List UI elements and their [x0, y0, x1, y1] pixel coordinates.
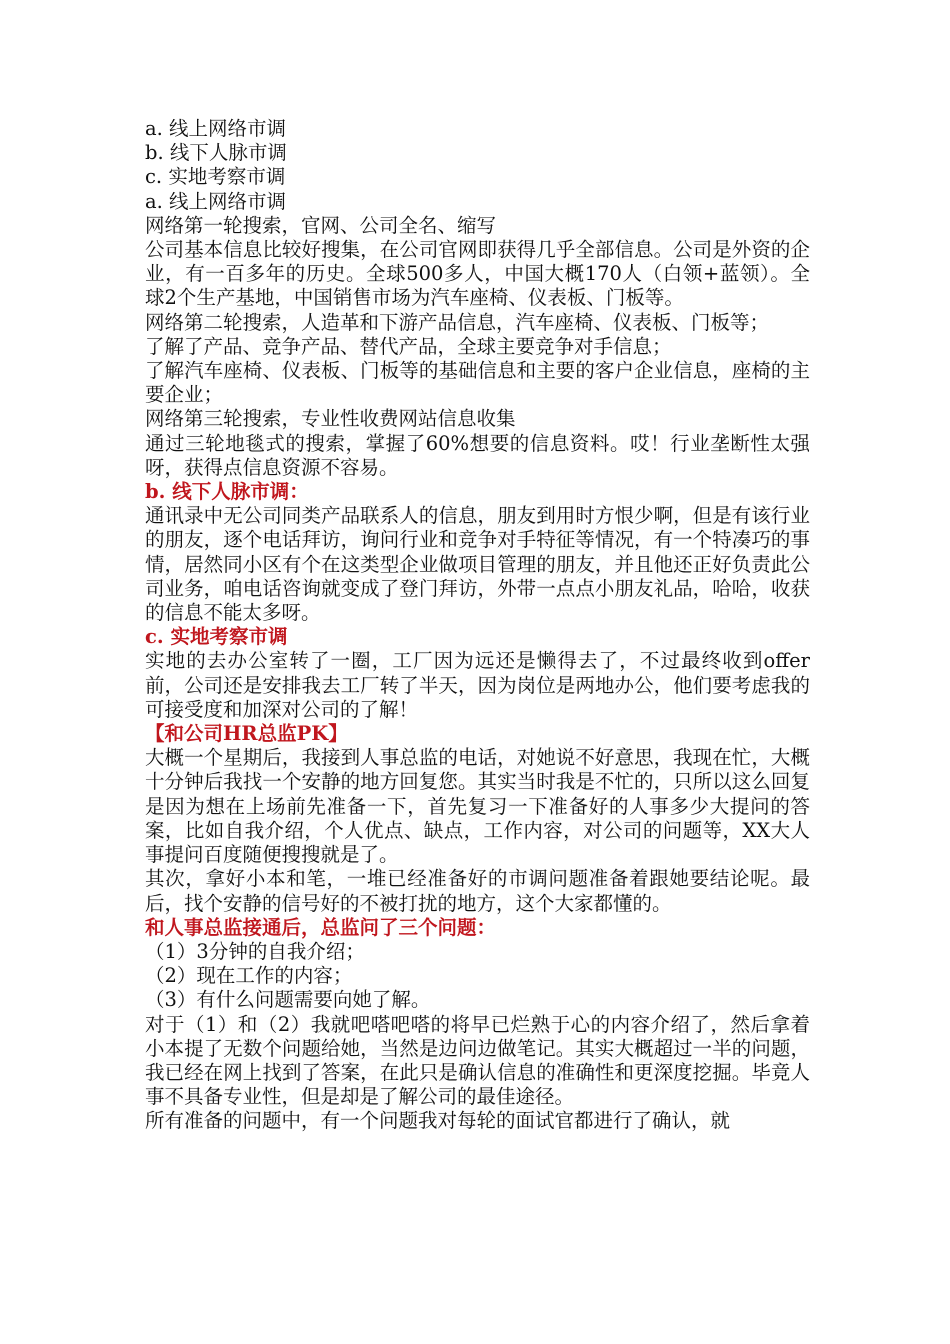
outline-item-b: b. 线下人脉市调 [145, 141, 287, 165]
question-item: （2）现在工作的内容； [145, 964, 353, 988]
paragraph: 了解了产品、竞争产品、替代产品，全球主要竞争对手信息； [145, 334, 672, 358]
questions-heading: 和人事总监接通后，总监问了三个问题： [145, 915, 497, 939]
paragraph: 对于（1）和（2）我就吧嗒吧嗒的将早已烂熟于心的内容介绍了，然后拿着小本提了无数个问题给她，当然是边问边做笔记。其实大概超过一半的问题，我已经在网上找到了答案，在此只是确认信息的准确性和更深度挖掘。毕竟人事不具备专业性，但是却是了解公司的最佳途径。 [145, 1012, 810, 1109]
paragraph: 其次，拿好小本和笔，一堆已经准备好的市调问题准备着跟她要结论呢。最后，找个安静的信号好的不被打扰的地方，这个大家都懂的。 [145, 867, 810, 915]
paragraph: 实地的去办公室转了一圈，工厂因为远还是懒得去了，不过最终收到offer前，公司还是安排我去工厂转了半天，因为岗位是两地办公，他们要考虑我的可接受度和加深对公司的了解！ [145, 649, 810, 721]
hr-pk-heading: 【和公司HR总监PK】 [145, 722, 348, 746]
document-body [145, 117, 810, 1134]
paragraph: 网络第二轮搜索，人造革和下游产品信息，汽车座椅、仪表板、门板等； [145, 310, 770, 334]
paragraph: 所有准备的问题中，有一个问题我对每轮的面试官都进行了确认，就 [145, 1109, 731, 1133]
section-b-heading: b. 线下人脉市调： [145, 480, 309, 504]
paragraph: 了解汽车座椅、仪表板、门板等的基础信息和主要的客户企业信息，座椅的主要企业； [145, 359, 810, 407]
outline-item-c: c. 实地考察市调 [145, 165, 286, 189]
section-c-heading: c. 实地考察市调 [145, 625, 288, 649]
paragraph: 网络第三轮搜索，专业性收费网站信息收集 [145, 407, 516, 431]
paragraph: 大概一个星期后，我接到人事总监的电话，对她说不好意思，我现在忙，大概十分钟后我找一个安静的地方回复您。其实当时我是不忙的，只所以这么回复是因为想在上场前先准备一下，首先复习一下准备好的人事多少大提问的答案，比如自我介绍，个人优点、缺点，工作内容，对公司的问题等，XX大人事提问百度随便搜搜就是了。 [145, 746, 810, 867]
paragraph: 网络第一轮搜索，官网、公司全名、缩写 [145, 213, 497, 237]
paragraph: 公司基本信息比较好搜集，在公司官网即获得几乎全部信息。公司是外资的企业，有一百多年的历史。全球500多人，中国大概170人（白领+蓝领）。全球2个生产基地，中国销售市场为汽车座椅、仪表板、门板等。 [145, 238, 810, 310]
question-item: （1）3分钟的自我介绍； [145, 939, 365, 963]
paragraph: 通过三轮地毯式的搜索，掌握了60%想要的信息资料。哎！行业垄断性太强呀，获得点信息资源不容易。 [145, 431, 810, 479]
paragraph: 通讯录中无公司同类产品联系人的信息，朋友到用时方恨少啊，但是有该行业的朋友，逐个电话拜访，询问行业和竞争对手特征等情况，有一个特凑巧的事情，居然同小区有个在这类型企业做项目管理的朋友，并且他还正好负责此公司业务，咱电话咨询就变成了登门拜访，外带一点点小朋友礼品，哈哈，收获的信息不能太多呀。 [145, 504, 810, 625]
question-item: （3）有什么问题需要向她了解。 [145, 988, 431, 1012]
section-a-title: a. 线上网络市调 [145, 189, 287, 213]
outline-item-a: a. 线上网络市调 [145, 117, 287, 140]
